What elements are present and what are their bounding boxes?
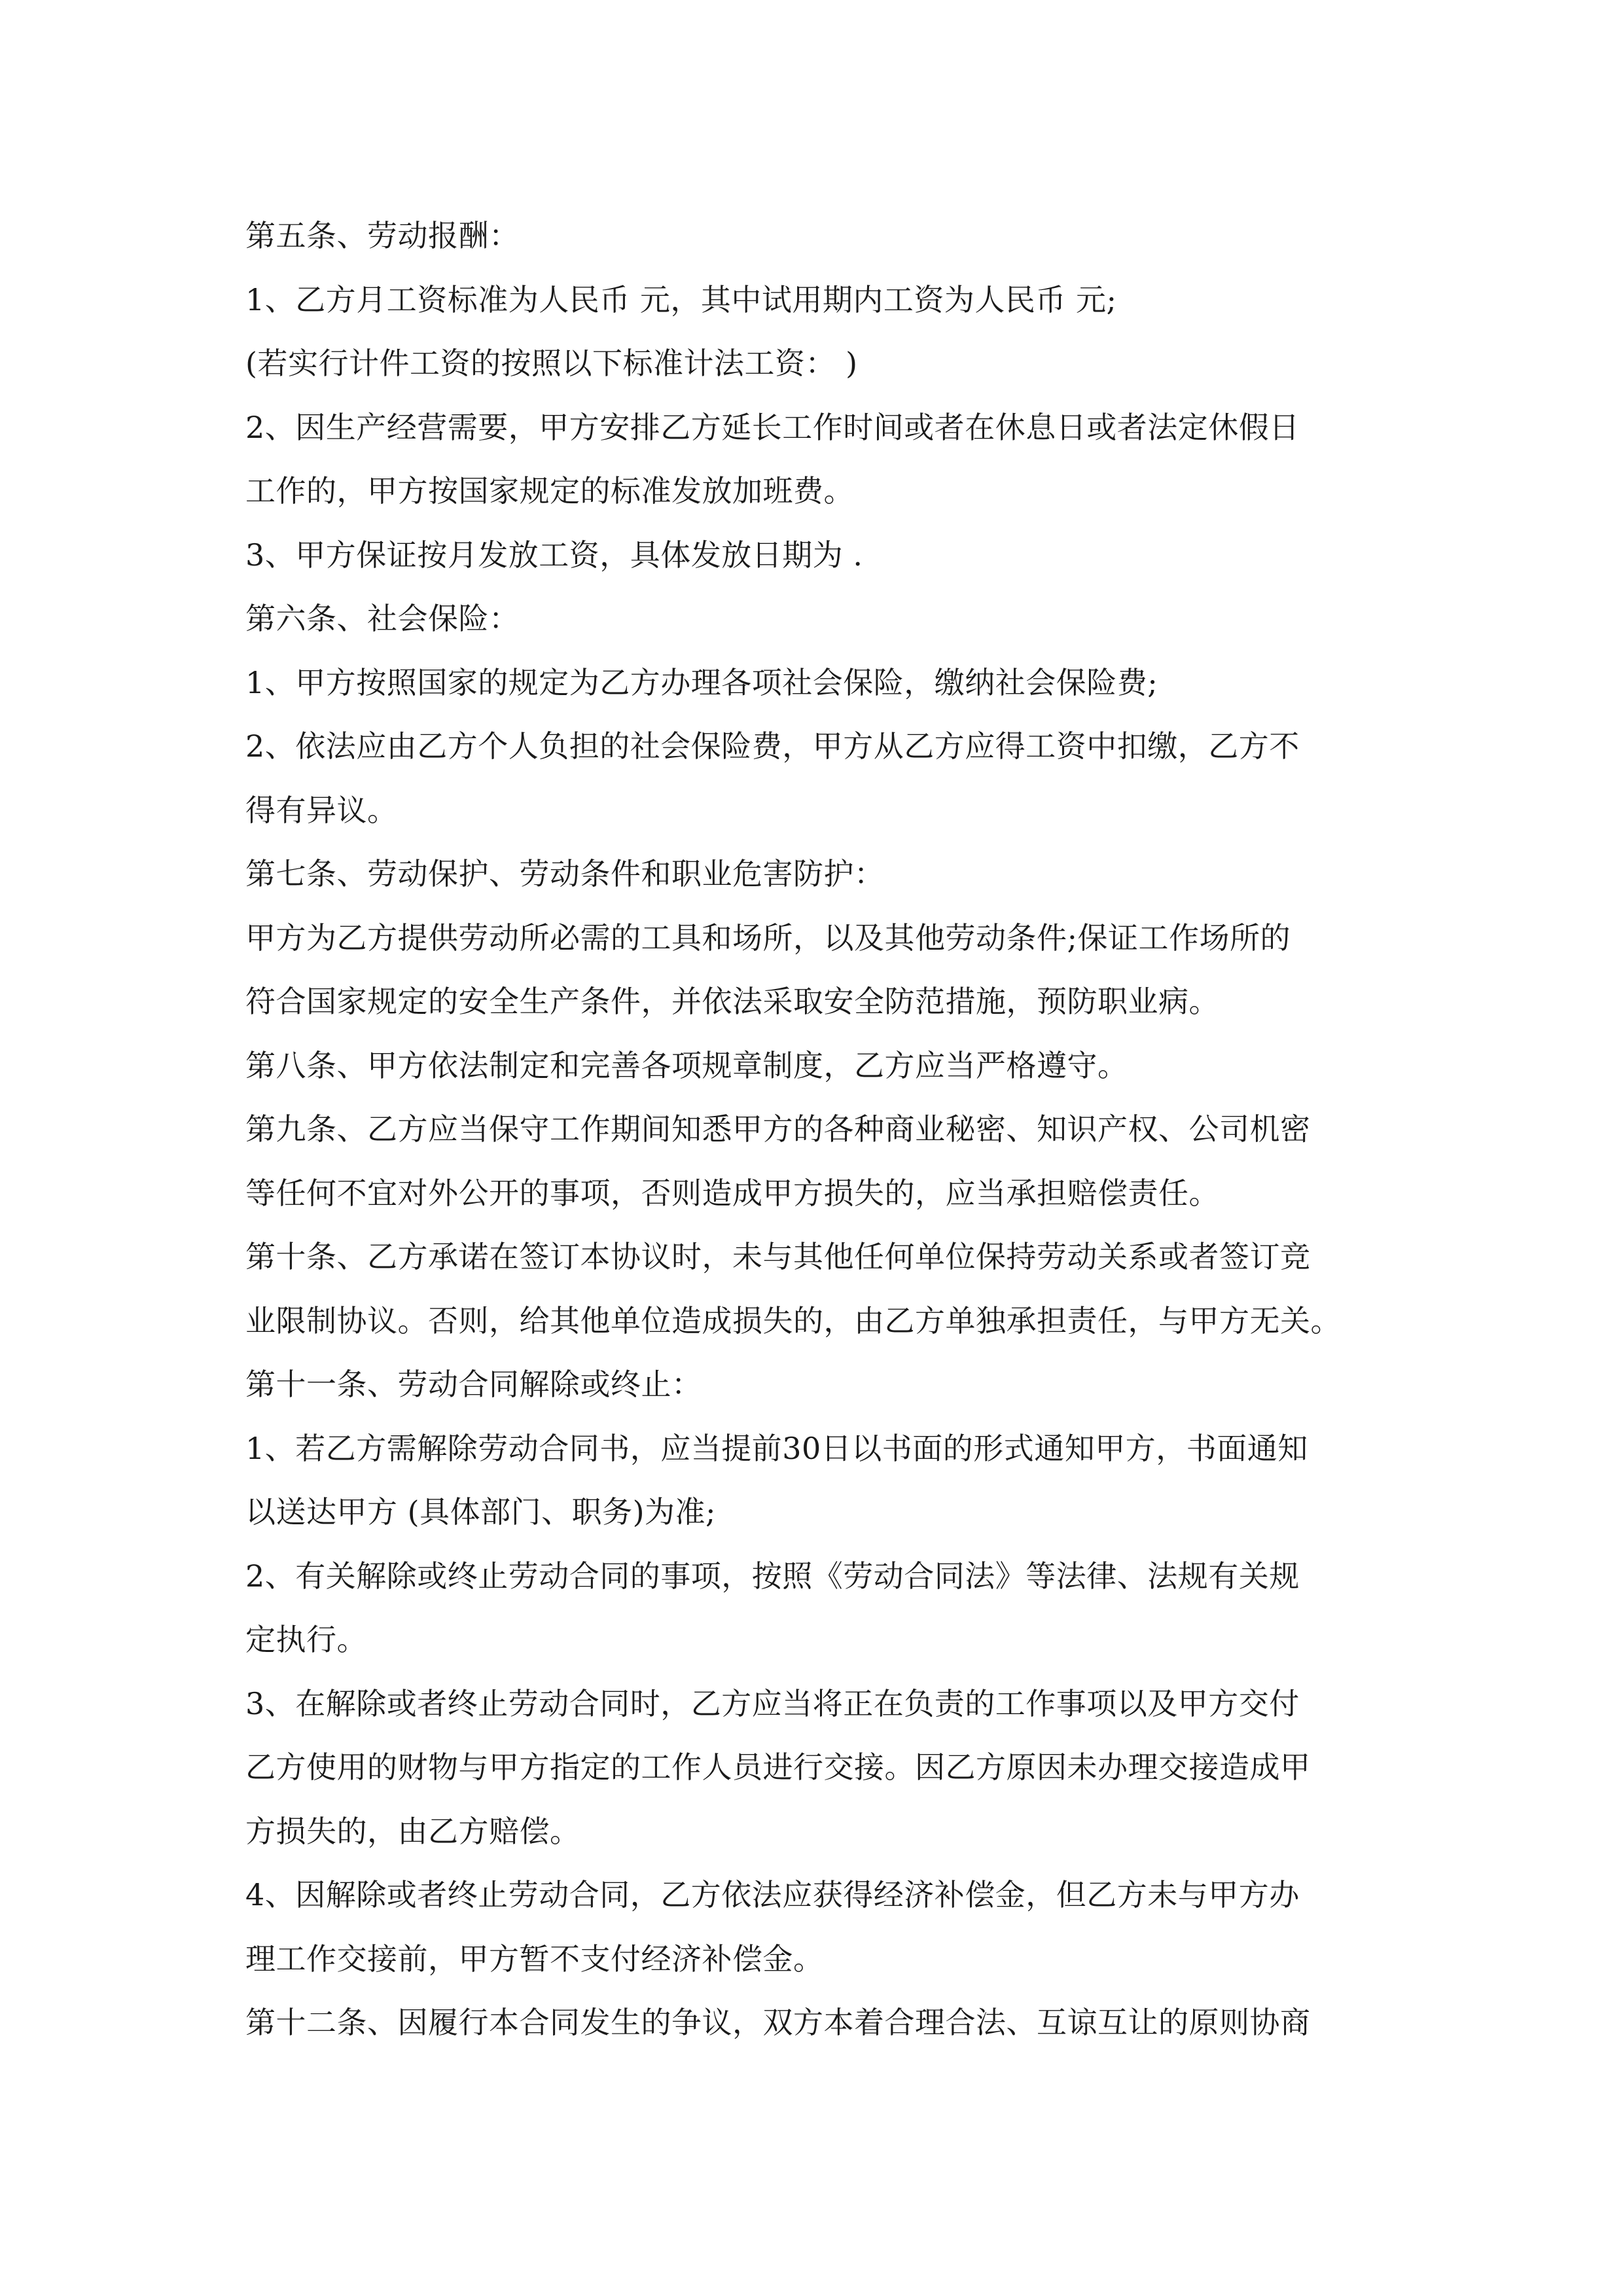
paragraph-line: 定执行。 <box>245 1622 367 1657</box>
document-body <box>245 204 1384 2055</box>
paragraph-line: 4、因解除或者终止劳动合同，乙方依法应获得经济补偿金，但乙方未与甲方办 <box>245 1877 1300 1912</box>
paragraph-line: 2、依法应由乙方个人负担的社会保险费，甲方从乙方应得工资中扣缴，乙方不 <box>245 728 1300 764</box>
paragraph-line: 得有异议。 <box>245 792 398 828</box>
paragraph-line: 3、在解除或者终止劳动合同时，乙方应当将正在负责的工作事项以及甲方交付 <box>245 1685 1300 1721</box>
paragraph-line: 1、若乙方需解除劳动合同书，应当提前30日以书面的形式通知甲方，书面通知 <box>245 1430 1308 1466</box>
paragraph-line: 业限制协议。否则，给其他单位造成损失的，由乙方单独承担责任，与甲方无关。 <box>245 1302 1341 1338</box>
paragraph-line: 甲方为乙方提供劳动所必需的工具和场所，以及其他劳动条件;保证工作场所的 <box>245 920 1291 956</box>
article-12-line: 第十二条、因履行本合同发生的争议，双方本着合理合法、互谅互让的原则协商 <box>245 2005 1311 2040</box>
paragraph-line: 2、有关解除或终止劳动合同的事项，按照《劳动合同法》等法律、法规有关规 <box>245 1558 1300 1594</box>
paragraph-line: 以送达甲方 (具体部门、职务)为准; <box>245 1494 717 1530</box>
paragraph-line: 工作的，甲方按国家规定的标准发放加班费。 <box>245 473 854 509</box>
article-7-heading: 第七条、劳动保护、劳动条件和职业危害防护： <box>245 856 885 891</box>
paragraph-line: 2、因生产经营需要，甲方安排乙方延长工作时间或者在休息日或者法定休假日 <box>245 409 1300 445</box>
paragraph-line: 乙方使用的财物与甲方指定的工作人员进行交接。因乙方原因未办理交接造成甲 <box>245 1749 1311 1785</box>
article-5-heading: 第五条、劳动报酬： <box>245 218 520 253</box>
article-6-heading: 第六条、社会保险： <box>245 601 520 636</box>
paragraph-line: 方损失的，由乙方赔偿。 <box>245 1813 580 1849</box>
paragraph-line: 3、甲方保证按月发放工资，具体发放日期为 . <box>245 537 863 573</box>
article-9-line: 第九条、乙方应当保守工作期间知悉甲方的各种商业秘密、知识产权、公司机密 <box>245 1111 1311 1147</box>
paragraph-line: 理工作交接前，甲方暂不支付经济补偿金。 <box>245 1941 824 1977</box>
paragraph-line: 符合国家规定的安全生产条件，并依法采取安全防范措施，预防职业病。 <box>245 984 1219 1019</box>
paragraph-line: 1、乙方月工资标准为人民币 元，其中试用期内工资为人民币 元; <box>245 281 1117 317</box>
article-11-heading: 第十一条、劳动合同解除或终止： <box>245 1367 702 1402</box>
article-8-line: 第八条、甲方依法制定和完善各项规章制度，乙方应当严格遵守。 <box>245 1047 1128 1083</box>
article-10-line: 第十条、乙方承诺在签订本协议时，未与其他任何单位保持劳动关系或者签订竞 <box>245 1239 1311 1274</box>
paragraph-line: 等任何不宜对外公开的事项，否则造成甲方损失的，应当承担赔偿责任。 <box>245 1175 1219 1211</box>
paragraph-line: (若实行计件工资的按照以下标准计法工资： ) <box>245 346 858 381</box>
paragraph-line: 1、甲方按照国家的规定为乙方办理各项社会保险，缴纳社会保险费; <box>245 664 1158 700</box>
